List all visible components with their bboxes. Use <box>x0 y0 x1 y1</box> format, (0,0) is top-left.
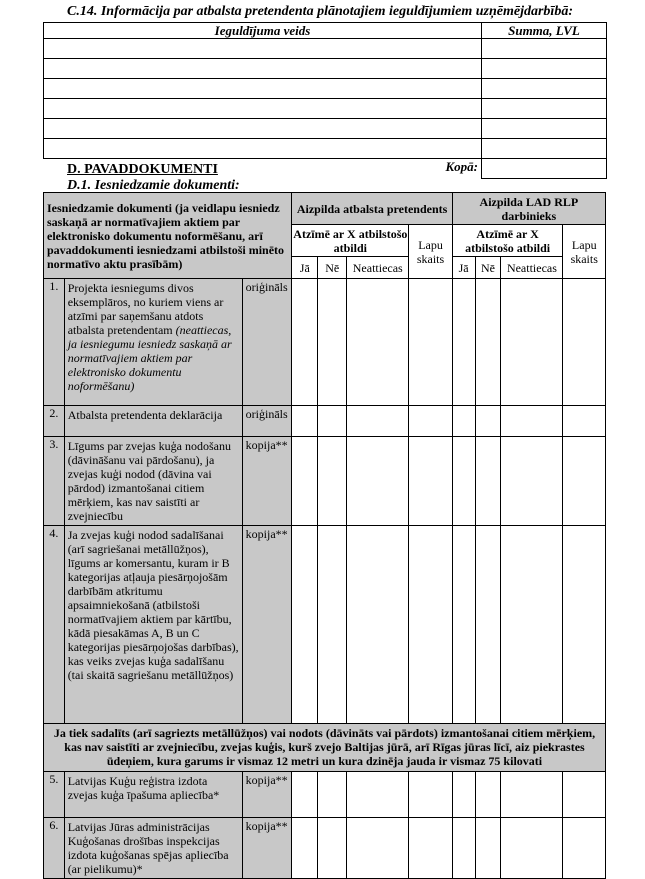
pages-lad-cell[interactable] <box>563 279 606 406</box>
doc-row-number: 4. <box>44 526 65 724</box>
check-na-lad[interactable] <box>501 818 563 879</box>
investment-row <box>44 119 607 139</box>
doc-row-number: 2. <box>44 406 65 437</box>
check-yes-lad[interactable] <box>452 526 475 724</box>
doc-row-type: kopija** <box>242 772 292 818</box>
check-na-applicant[interactable] <box>347 437 409 526</box>
check-na-applicant[interactable] <box>347 279 409 406</box>
investment-sum-cell[interactable] <box>482 119 607 139</box>
pages-applicant-header: Lapu skaits <box>409 225 452 279</box>
total-sum-cell[interactable] <box>482 159 607 179</box>
pages-lad-header: Lapu skaits <box>563 225 606 279</box>
doc-row-text: Projekta iesniegums divos eksemplāros, no kuriem viens ar atzīmi par saņemšanu atdots atbalsta pretendentam <box>67 281 224 337</box>
pages-lad-cell[interactable] <box>563 526 606 724</box>
investment-type-cell[interactable] <box>44 39 482 59</box>
investments-header-row <box>44 23 607 39</box>
doc-row-type: oriģināls <box>242 279 292 406</box>
doc-row-number: 6. <box>44 818 65 879</box>
check-yes-applicant[interactable] <box>292 772 318 818</box>
pages-lad-cell[interactable] <box>563 818 606 879</box>
check-yes-lad[interactable] <box>452 406 475 437</box>
pages-applicant-cell[interactable] <box>409 406 452 437</box>
investment-row <box>44 139 607 159</box>
pages-applicant-cell[interactable] <box>409 437 452 526</box>
pages-applicant-cell[interactable] <box>409 772 452 818</box>
doc-row <box>44 818 606 879</box>
section-d1-subtitle: D.1. Iesniedzamie dokumenti: <box>67 178 240 193</box>
pages-applicant-cell[interactable] <box>409 279 452 406</box>
investment-type-cell[interactable] <box>44 139 482 159</box>
check-yes-applicant[interactable] <box>292 406 318 437</box>
group-applicant-header: Aizpilda atbalsta pretendents <box>292 193 452 225</box>
doc-row <box>44 526 606 724</box>
check-no-lad[interactable] <box>475 406 501 437</box>
doc-header-row-1 <box>44 193 606 225</box>
check-no-lad[interactable] <box>475 526 501 724</box>
check-na-applicant[interactable] <box>347 818 409 879</box>
check-no-applicant[interactable] <box>318 406 347 437</box>
pages-applicant-cell[interactable] <box>409 526 452 724</box>
doc-span-note: Ja tiek sadalīts (arī sagriezts metāllūžņos) vai nodots (dāvināts vai pārdots) izmantošanai citiem mērķiem, kas nav saistīti ar zvejniecību, zvejas kuģis, kurš zvejo Baltijas jūrā, arī Rīgas jūras līcī, aiz piekrastes ūdeņiem, kura garums ir vismaz 12 metri un kura dzinēja jauda ir vismaz 75 kilovati <box>44 724 606 772</box>
doc-row-type: kopija** <box>242 437 292 526</box>
investment-row <box>44 39 607 59</box>
investment-row <box>44 79 607 99</box>
pages-lad-cell[interactable] <box>563 437 606 526</box>
investment-type-cell[interactable] <box>44 79 482 99</box>
check-na-lad[interactable] <box>501 406 563 437</box>
mark-lad-header: Atzīmē ar X atbilstošo atbildi <box>452 225 563 257</box>
check-na-lad[interactable] <box>501 437 563 526</box>
doc-row-type: kopija** <box>242 818 292 879</box>
pages-lad-cell[interactable] <box>563 772 606 818</box>
investment-sum-cell[interactable] <box>482 99 607 119</box>
doc-row-number: 3. <box>44 437 65 526</box>
col-sum: Summa, LVL <box>482 23 607 39</box>
investment-sum-cell[interactable] <box>482 59 607 79</box>
check-na-lad[interactable] <box>501 526 563 724</box>
doc-row-number: 1. <box>44 279 65 406</box>
doc-row <box>44 279 606 406</box>
mark-applicant-header: Atzīmē ar X atbilstošo atbildi <box>293 226 408 255</box>
check-no-applicant[interactable] <box>318 437 347 526</box>
group-lad-header: Aizpilda LAD RLP darbinieks <box>452 193 605 225</box>
doc-row-note: (neattiecas, ja iesniegumu iesniedz saskaņā ar normatīvajiem aktiem par elektronisko dokumentu noformēšanu) <box>67 323 232 393</box>
doc-row-description <box>64 279 242 406</box>
col-yes-lad: Jā <box>452 257 475 279</box>
check-no-applicant[interactable] <box>318 772 347 818</box>
doc-row-description: Latvijas Jūras administrācijas Kuģošanas drošības inspekcijas izdota kuģošanas spējas apliecība (ar pielikumu)* <box>64 818 242 879</box>
check-yes-lad[interactable] <box>452 437 475 526</box>
investment-row <box>44 59 607 79</box>
pages-applicant-cell[interactable] <box>409 818 452 879</box>
check-na-lad[interactable] <box>501 772 563 818</box>
check-no-applicant[interactable] <box>318 526 347 724</box>
investment-type-cell[interactable] <box>44 59 482 79</box>
col-no-applicant: Nē <box>318 257 347 279</box>
investment-sum-cell[interactable] <box>482 39 607 59</box>
check-na-applicant[interactable] <box>347 526 409 724</box>
section-d-title: D. PAVADDOKUMENTI <box>67 162 218 177</box>
doc-row <box>44 406 606 437</box>
doc-row-type: kopija** <box>242 526 292 724</box>
investment-sum-cell[interactable] <box>482 139 607 159</box>
investment-sum-cell[interactable] <box>482 79 607 99</box>
doc-row-description: Latvijas Kuģu reģistra izdota zvejas kuģa īpašuma apliecība* <box>64 772 242 818</box>
check-no-applicant[interactable] <box>318 818 347 879</box>
check-na-applicant[interactable] <box>347 772 409 818</box>
check-yes-applicant[interactable] <box>292 437 318 526</box>
check-na-applicant[interactable] <box>347 406 409 437</box>
check-yes-lad[interactable] <box>452 772 475 818</box>
check-yes-applicant[interactable] <box>292 818 318 879</box>
col-na-applicant: Neattiecas <box>347 257 409 279</box>
col-no-lad: Nē <box>475 257 501 279</box>
check-yes-applicant[interactable] <box>292 526 318 724</box>
investment-row <box>44 99 607 119</box>
investment-type-cell[interactable] <box>44 119 482 139</box>
check-na-lad[interactable] <box>501 279 563 406</box>
documents-table <box>43 192 606 879</box>
col-yes-applicant: Jā <box>292 257 318 279</box>
section-c14-title: C.14. Informācija par atbalsta pretendenta plānotajiem ieguldījumiem uzņēmējdarbībā: <box>67 4 573 19</box>
doc-row <box>44 772 606 818</box>
check-no-lad[interactable] <box>475 279 501 406</box>
doc-row-number: 5. <box>44 772 65 818</box>
check-yes-lad[interactable] <box>452 279 475 406</box>
doc-row <box>44 437 606 526</box>
col-investment-type: Ieguldījuma veids <box>44 23 482 39</box>
check-no-lad[interactable] <box>475 818 501 879</box>
check-no-lad[interactable] <box>475 772 501 818</box>
doc-row-description: Atbalsta pretendenta deklarācija <box>64 406 242 437</box>
col-documents-header: Iesniedzamie dokumenti (ja veidlapu iesniedz saskaņā ar normatīvajiem aktiem par elektronisko dokumentu noformēšanu, arī pavaddokumenti iesniedzami atbilstoši minēto normatīvo aktu prasībām) <box>44 193 292 279</box>
doc-row-type: oriģināls <box>242 406 292 437</box>
doc-row-description: Līgums par zvejas kuģa nodošanu (dāvināšanu vai pārdošanu), ja zvejas kuģi nodod (dāvina vai pārdod) izmantošanai citiem mērķiem, kas nav saistīti ar zvejniecību <box>64 437 242 526</box>
pages-lad-cell[interactable] <box>563 406 606 437</box>
doc-row-description: Ja zvejas kuģi nodod sadalīšanai (arī sagriešanai metāllūžņos), līgums ar komersantu, kuram ir B kategorijas atļauja piesārņojošām darbībām atkritumu apsaimniekošanā (atbilstoši normatīvajiem aktiem par kārtību, kādā piesakāmas A, B un C kategorijas piesārņojošas darbības), kas veiks zvejas kuģa sadalīšanu (tai skaitā sagriešanu metāllūžņos) <box>64 526 242 724</box>
total-label: Kopā: <box>44 159 482 179</box>
check-yes-lad[interactable] <box>452 818 475 879</box>
check-no-applicant[interactable] <box>318 279 347 406</box>
check-yes-applicant[interactable] <box>292 279 318 406</box>
doc-span-note-row <box>44 724 606 772</box>
investment-type-cell[interactable] <box>44 99 482 119</box>
check-no-lad[interactable] <box>475 437 501 526</box>
col-na-lad: Neattiecas <box>501 257 563 279</box>
investments-table <box>43 22 607 179</box>
